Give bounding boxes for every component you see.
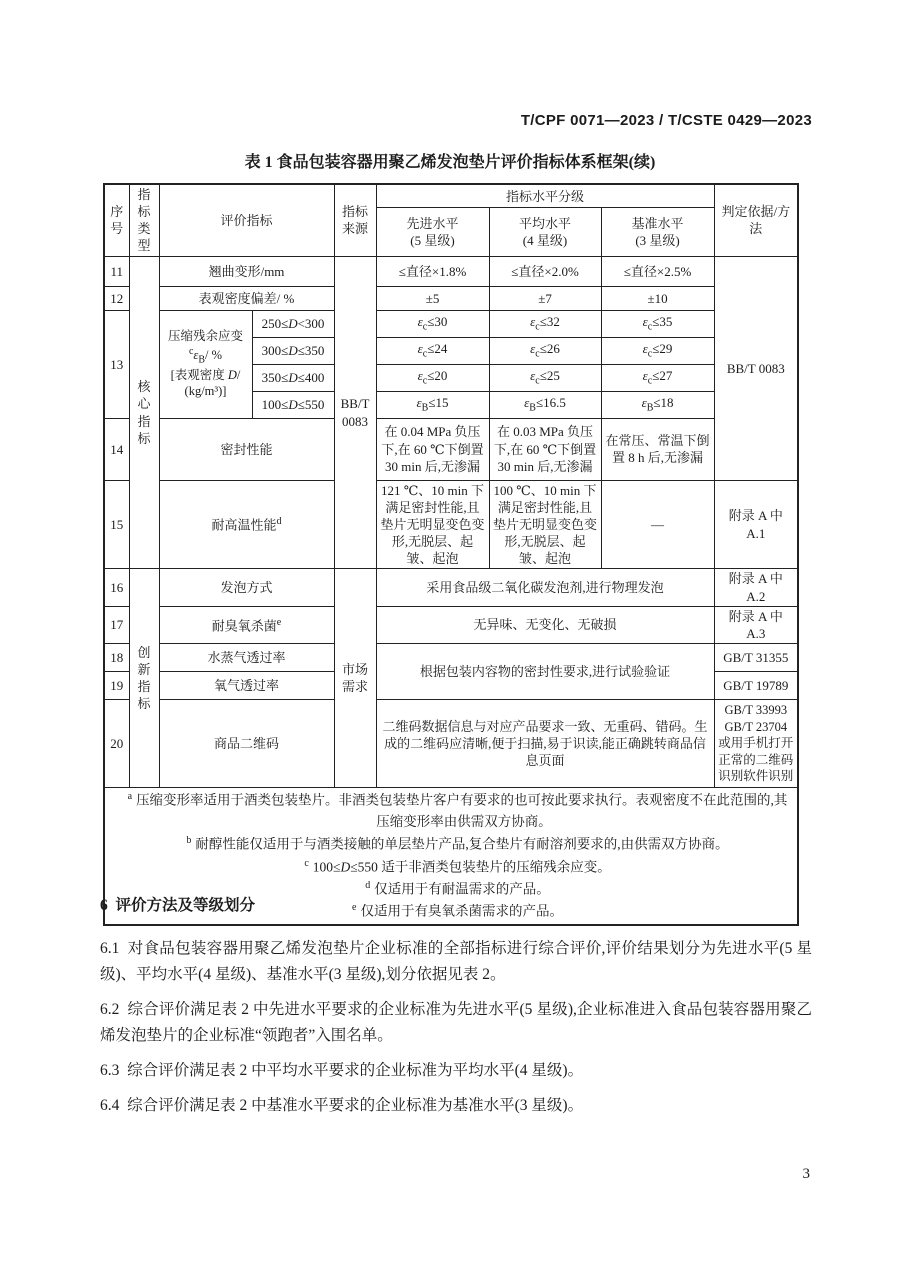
row12-average: ±7	[489, 286, 601, 310]
row11-advanced: ≤直径×1.8%	[376, 256, 489, 286]
row13-advanced-3: $\varepsilon_c\le 20$	[376, 364, 489, 391]
header-col-basis: 判定依据/方法	[714, 184, 798, 256]
row13-advanced-2: $\varepsilon_c\le 24$	[376, 337, 489, 364]
row11-average: ≤直径×2.0%	[489, 256, 601, 286]
footnote-text: 仅适用于有耐温需求的产品。	[374, 881, 550, 897]
table-title: 表 1 食品包装容器用聚乙烯发泡垫片评价指标体系框架(续)	[244, 154, 656, 171]
footnote-mark: e	[352, 902, 357, 914]
group-innovation-source: 市场 需求	[334, 569, 376, 788]
row12-advanced: ±5	[376, 286, 489, 310]
footnote-text: 耐醇性能仅适用于与酒类接触的单层垫片产品,复合垫片有耐溶剂要求的,由供需双方协商。	[195, 836, 729, 852]
group-core-type: 核心 指标	[129, 256, 159, 569]
row16-basis: 附录 A 中 A.2	[714, 569, 798, 606]
row13-average-1: $\varepsilon_c\le 32$	[489, 310, 601, 337]
row20-indicator: 商品二维码	[159, 700, 334, 788]
header-col-source: 指标 来源	[334, 184, 376, 256]
row20-basis: GB/T 33993 GB/T 23704 或用手机打开正常的二维码识别软件识别	[714, 700, 798, 788]
header-level-baseline: 基准水平 (3 星级)	[601, 208, 714, 256]
row11-indicator: 翘曲变形/mm	[159, 256, 334, 286]
footnote-b	[108, 833, 794, 855]
header-level-average: 平均水平 (4 星级)	[489, 208, 601, 256]
paragraph-6-3: 6.3 综合评价满足表 2 中平均水平要求的企业标准为平均水平(4 星级)。	[100, 1062, 584, 1079]
row13-advanced-1: $\varepsilon_c\le 30$	[376, 310, 489, 337]
paragraph-6-4: 6.4 综合评价满足表 2 中基准水平要求的企业标准为基准水平(3 星级)。	[100, 1097, 584, 1114]
row16-indicator: 发泡方式	[159, 569, 334, 606]
row13-baseline-2: $\varepsilon_c\le 29$	[601, 337, 714, 364]
row14-baseline: 在常压、常温下倒置 8 h 后,无渗漏	[601, 418, 714, 480]
row14-average: 在 0.03 MPa 负压下,在 60 ℃下倒置 30 min 后,无渗漏	[489, 418, 601, 480]
row11-no: 11	[104, 256, 129, 286]
row18-indicator: 水蒸气透过率	[159, 644, 334, 672]
table-row	[104, 418, 798, 480]
footnote-text: 100≤D≤550 适于非酒类包装垫片的压缩残余应变。	[312, 859, 611, 875]
row17-indicator: 耐臭氧杀菌$^e$	[159, 606, 334, 643]
row19-no: 19	[104, 672, 129, 700]
group-innovation-type: 创新 指标	[129, 569, 159, 788]
header-col-levels: 指标水平分级	[376, 184, 714, 208]
row18-19-levels: 根据包装内容物的密封性要求,进行试验验证	[376, 644, 714, 700]
table-row	[104, 569, 798, 606]
footnote-mark: a	[127, 791, 133, 803]
row11-baseline: ≤直径×2.5%	[601, 256, 714, 286]
row16-levels: 采用食品级二氧化碳发泡剂,进行物理发泡	[376, 569, 714, 606]
document-reference: T/CPF 0071—2023 / T/CSTE 0429—2023	[520, 112, 812, 129]
row16-no: 16	[104, 569, 129, 606]
row15-indicator: 耐高温性能$^d$	[159, 480, 334, 569]
row15-basis: 附录 A 中 A.1	[714, 480, 798, 569]
row13-range-2: 300≤D≤350	[252, 337, 334, 364]
row13-no: 13	[104, 310, 129, 418]
evaluation-indicator-table	[103, 183, 799, 926]
group-core-basis: BB/T 0083	[714, 256, 798, 480]
row20-levels: 二维码数据信息与对应产品要求一致、无重码、错码。生成的二维码应清晰,便于扫描,易于识读,能正确跳转商品信息页面	[376, 700, 714, 788]
footnote-mark: d	[365, 879, 371, 891]
row15-baseline: —	[601, 480, 714, 569]
table-row	[104, 644, 798, 672]
footnote-mark: b	[186, 835, 192, 847]
row17-no: 17	[104, 606, 129, 643]
header-col-type: 指标 类型	[129, 184, 159, 256]
row17-basis: 附录 A 中 A.3	[714, 606, 798, 643]
header-level-advanced: 先进水平 (5 星级)	[376, 208, 489, 256]
row14-indicator: 密封性能	[159, 418, 334, 480]
row19-indicator: 氧气透过率	[159, 672, 334, 700]
row15-no: 15	[104, 480, 129, 569]
row12-no: 12	[104, 286, 129, 310]
row13-range-4: 100≤D≤550	[252, 391, 334, 418]
row13-baseline-1: $\varepsilon_c\le 35$	[601, 310, 714, 337]
paragraph-6-1: 6.1 对食品包装容器用聚乙烯发泡垫片企业标准的全部指标进行综合评价,评价结果划分为先进水平(5 星级)、平均水平(4 星级)、基准水平(3 星级),划分依据见表 2。	[100, 940, 812, 983]
row15-average: 100 ℃、10 min 下满足密封性能,且垫片无明显变色变形,无脱层、起皱、起泡	[489, 480, 601, 569]
footnote-text: 仅适用于有臭氧杀菌需求的产品。	[360, 903, 563, 919]
row15-advanced: 121 ℃、10 min 下满足密封性能,且垫片无明显变色变形,无脱层、起皱、起泡	[376, 480, 489, 569]
group-core-source: BB/T 0083	[334, 256, 376, 569]
footnote-text: 压缩变形率适用于酒类包装垫片。非酒类包装垫片客户有要求的也可按此要求执行。表观密度不在此范围的,其压缩变形率由供需双方协商。	[136, 792, 788, 830]
row13-advanced-4: $\varepsilon_B\le 15$	[376, 391, 489, 418]
table-row	[104, 700, 798, 788]
table-row	[104, 286, 798, 310]
row14-advanced: 在 0.04 MPa 负压下,在 60 ℃下倒置 30 min 后,无渗漏	[376, 418, 489, 480]
header-col-indicator: 评价指标	[159, 184, 334, 256]
paragraph-6-2: 6.2 综合评价满足表 2 中先进水平要求的企业标准为先进水平(5 星级),企业标准进入食品包装容器用聚乙烯发泡垫片的企业标准“领跑者”入围名单。	[100, 1001, 812, 1044]
row13-average-3: $\varepsilon_c\le 25$	[489, 364, 601, 391]
row18-no: 18	[104, 644, 129, 672]
footnote-c	[108, 856, 794, 878]
header-col-no: 序 号	[104, 184, 129, 256]
table-row	[104, 606, 798, 643]
row20-no: 20	[104, 700, 129, 788]
row12-baseline: ±10	[601, 286, 714, 310]
row13-range-1: 250≤D<300	[252, 310, 334, 337]
row13-baseline-4: $\varepsilon_B\le 18$	[601, 391, 714, 418]
table-row	[104, 256, 798, 286]
row18-basis: GB/T 31355	[714, 644, 798, 672]
section-6	[100, 893, 812, 1128]
footnote-a	[108, 789, 794, 833]
table-row	[104, 480, 798, 569]
table-header-row-1	[104, 184, 798, 208]
row13-average-4: $\varepsilon_B\le 16.5$	[489, 391, 601, 418]
row14-no: 14	[104, 418, 129, 480]
row13-average-2: $\varepsilon_c\le 26$	[489, 337, 601, 364]
row13-baseline-3: $\varepsilon_c\le 27$	[601, 364, 714, 391]
page-number: 3	[802, 1166, 810, 1182]
row13-range-3: 350≤D≤400	[252, 364, 334, 391]
row13-indicator: 压缩残余应变 $^c\varepsilon_B/$ % [表观密度 D/ (kg/m³)]	[159, 310, 252, 418]
table-row	[104, 310, 798, 337]
row12-indicator: 表观密度偏差/ %	[159, 286, 334, 310]
row17-levels: 无异味、无变化、无破损	[376, 606, 714, 643]
section-heading: 6 评价方法及等级划分	[100, 897, 256, 914]
row19-basis: GB/T 19789	[714, 672, 798, 700]
footnote-mark: c	[304, 857, 309, 869]
